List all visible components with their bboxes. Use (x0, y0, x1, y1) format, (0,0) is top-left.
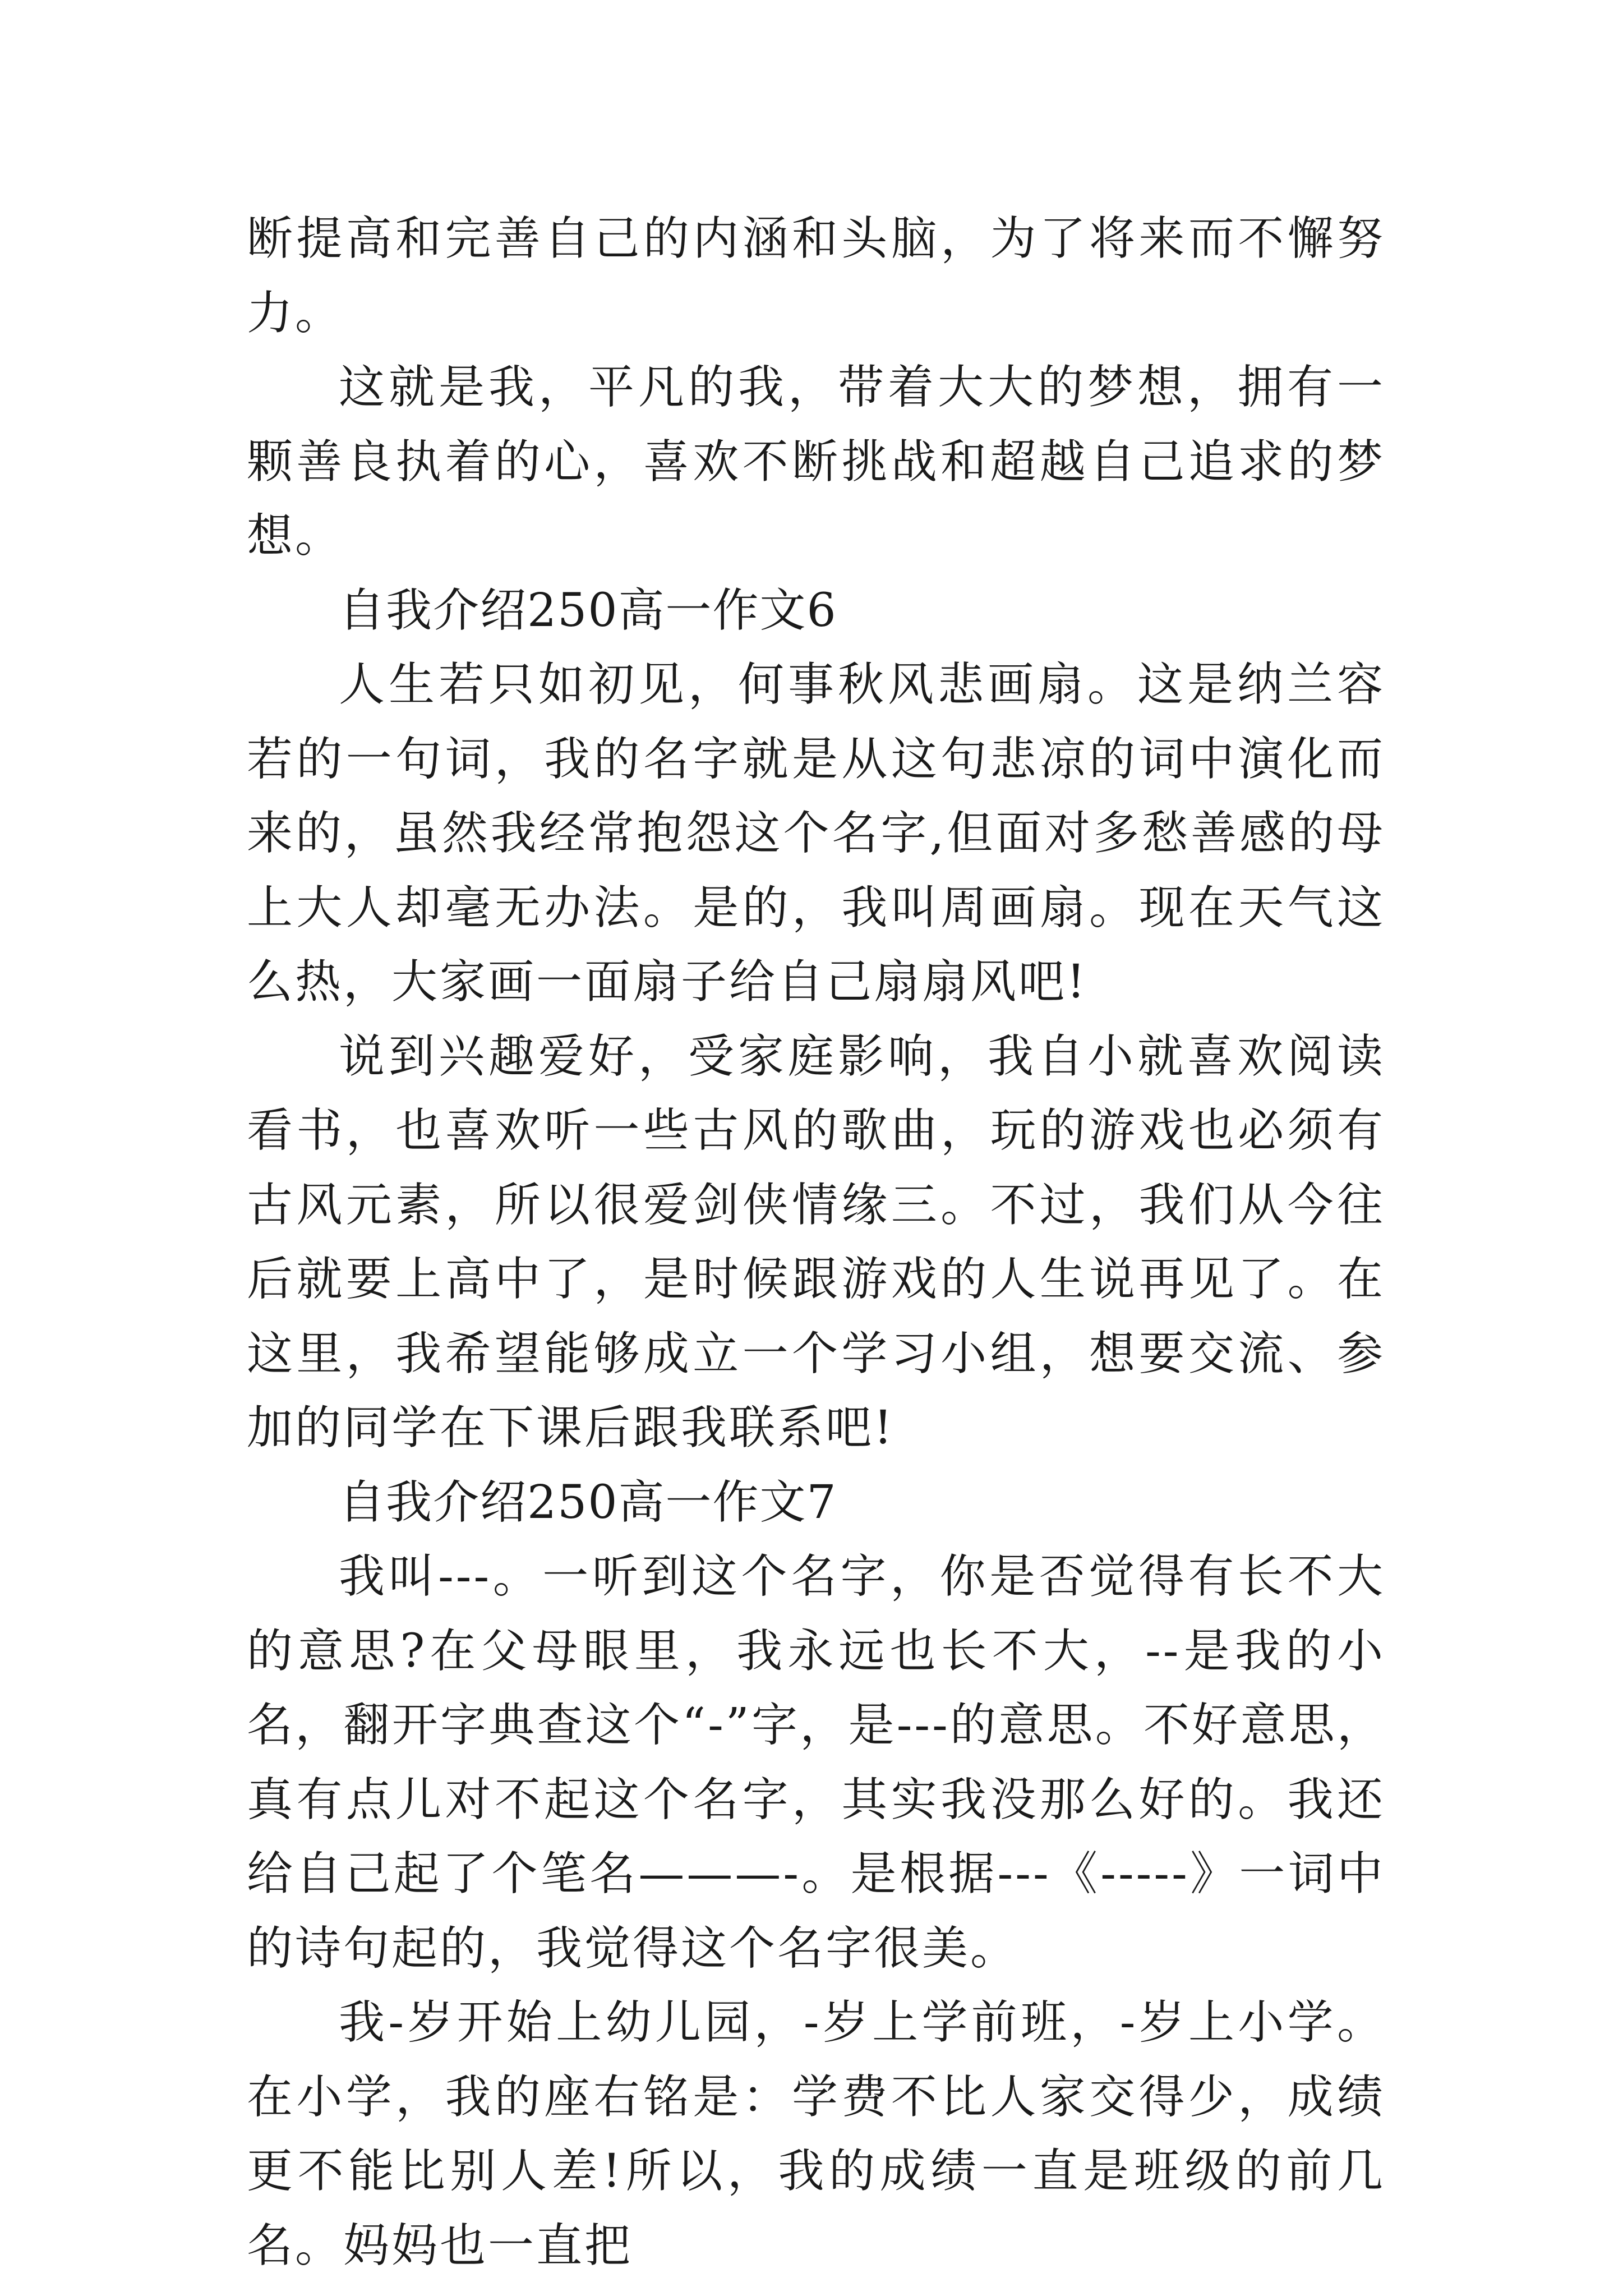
section-heading: 自我介绍250高一作文7 (339, 1475, 837, 1529)
document-body (247, 202, 1385, 2283)
paragraph: 说到兴趣爱好，受家庭影响，我自小就喜欢阅读看书，也喜欢听一些古风的歌曲，玩的游戏也必须有古风元素，所以很爱剑侠情缘三。不过，我们从今往后就要上高中了，是时候跟游戏的人生说再见了。在这里，我希望能够成立一个学习小组，想要交流、参加的同学在下课后跟我联系吧! (247, 1029, 1385, 1455)
paragraph-continuation: 断提高和完善自己的内涵和头脑，为了将来而不懈努力。 (247, 212, 1385, 340)
paragraph: 我-岁开始上幼儿园，-岁上学前班，-岁上小学。在小学，我的座右铭是：学费不比人家交得少，成绩更不能比别人差!所以，我的成绩一直是班级的前几名。妈妈也一直把 (247, 1996, 1385, 2272)
section-heading: 自我介绍250高一作文6 (339, 583, 837, 637)
paragraph: 我叫---。一听到这个名字，你是否觉得有长不大的意思?在父母眼里，我永远也长不大，--是我的小名，翻开字典查这个“-”字，是---的意思。不好意思，真有点儿对不起这个名字，其实我没那么好的。我还给自己起了个笔名———-。是根据---《-----》一词中的诗句起的，我觉得这个名字很美。 (247, 1550, 1385, 1975)
paragraph: 这就是我，平凡的我，带着大大的梦想，拥有一颗善良执着的心，喜欢不断挑战和超越自己追求的梦想。 (247, 361, 1385, 563)
paragraph: 人生若只如初见，何事秋风悲画扇。这是纳兰容若的一句词，我的名字就是从这句悲凉的词中演化而来的，虽然我经常抱怨这个名字,但面对多愁善感的母上大人却毫无办法。是的，我叫周画扇。现在天气这么热，大家画一面扇子给自己扇扇风吧! (247, 658, 1385, 1009)
